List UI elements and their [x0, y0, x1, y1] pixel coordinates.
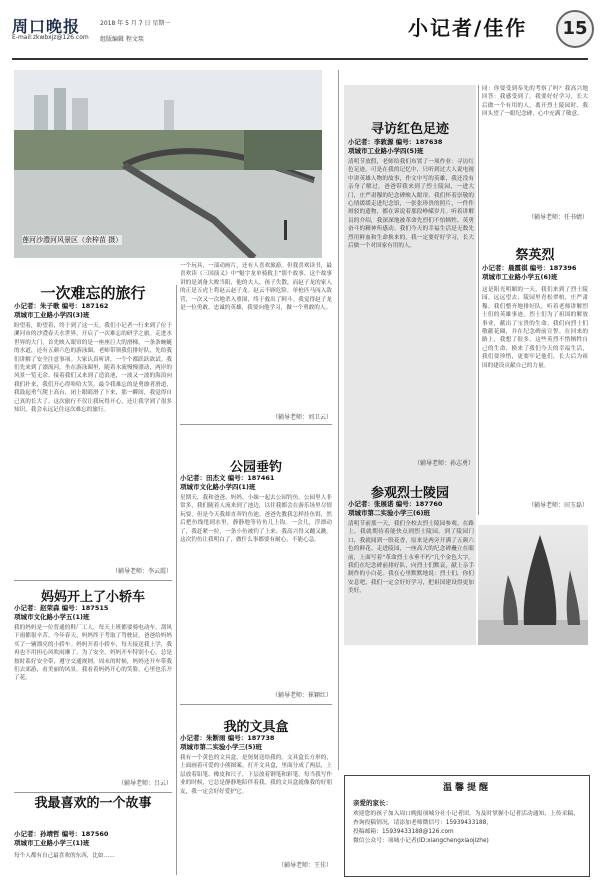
author-line: 小记者：晨霞祺 编号：187396 — [482, 264, 577, 272]
school-line: 项城市工业路小学四(5)班 — [348, 147, 424, 155]
article-body-continued: 一个玩具，一部动画片，还有人喜欢旅游。但我喜欢读书，最喜欢读《三国演义》中“魁字龙单骑救主”那个故事。这个故事讲的是刘备大败当阳，他的夫人、孩子失散，而赵子龙的家人的正是五虎上将赵云赵子龙。赵云不顾危险，单枪匹马闯入敌营，一次又一次地杀入重围，终于救出了阿斗。我觉得赵子龙是一位勇敢、忠诚的英雄，我要向他学习，做一个勇敢的人。 — [180, 263, 332, 312]
school-line: 项城市工业路小学四(3)班 — [14, 311, 90, 319]
school-line: 项城市工业路小学三(1)班 — [14, 839, 90, 847]
article-title: 一次难忘的旅行 — [40, 284, 146, 302]
author-line: 小记者：张展诺 编号：187760 — [348, 500, 443, 508]
article-separator — [180, 704, 332, 705]
author-line: 小记者：赵荣森 编号：187515 — [14, 604, 109, 612]
article-title: 祭英烈 — [515, 248, 555, 263]
header-rule — [12, 58, 588, 60]
article-separator — [14, 792, 172, 793]
masthead — [12, 8, 592, 58]
article-byline — [482, 264, 588, 282]
article-body: 我的妈妈是一位普通的鞋厂工人，每天上班都要骑电动车，刮风下雨都很辛苦。今年春天，妈妈终于考取了驾驶证，爸爸给妈妈买了一辆漂亮的小轿车。妈妈开着小轿车，每天接送我上学，我再也不用担心风吹雨淋了。为了安全，妈妈开车特别小心，总是按时系好安全带，遵守交通规则。周末的时候，妈妈还开车带我们去郊游，看美丽的风景。我看着妈妈开心的笑脸，心里也乐开了花。 — [14, 625, 172, 682]
article-tutor: （辅导老师：田玉磊） — [527, 502, 588, 509]
article-byline — [180, 474, 336, 492]
notice-greeting: 亲爱的家长： — [353, 799, 392, 807]
school-line: 项城市工业路小学五(6)班 — [482, 273, 558, 281]
article-title: 我最喜欢的一个故事 — [34, 796, 152, 811]
column-divider — [338, 70, 339, 770]
article-tutor: （辅导老师：崔颖红） — [271, 692, 332, 699]
notice-line: 投稿邮箱：15939433188@126.com — [353, 829, 454, 835]
article-body: 我有一个黄色的文具盒，是舅舅送给我的。文具盒长方形的，上面画着可爱的小熊图案。打开文具盒，里面分成了两层，上层放着铅笔、橡皮和尺子，下层放着钢笔和彩笔。每当我写作业的时候，它总是静静地陪伴着我。我的文具盒就像我的好朋友，我一定会好好爱护它。 — [180, 755, 332, 795]
school-line: 项城市文化路小学四(1)班 — [180, 483, 256, 491]
memorial-tree-photo — [478, 525, 588, 645]
article-body: 每个人都有自己最喜欢的东西，比如…… — [14, 853, 115, 859]
notice-line: 欢迎您的孩子加入周口晚报项城分社小记者团，为及时掌握小记者活动通知、上传采稿、查询投稿情况，请添加老师微信号：15939433188， — [353, 811, 580, 826]
article-body-continued: 同：你要受到奉先的考察了吗？我高兴地回答：我感受到了。我要好好学习，长大后做一个有用的人。离开烈士陵园时，我回头望了一眼纪念碑，心中充满了敬意。 — [482, 86, 588, 118]
notice-line: 微信公众号：项城小记者(ID:xiangchengxiaojizhe) — [353, 838, 489, 844]
article-tutor: （辅导老师：刘卫云） — [271, 414, 332, 421]
school-line: 项城市文化路小学五(1)班 — [14, 613, 90, 621]
article-body: 盼望着，盼望着，终于到了这一天。我们小记者一行来到了位于漯河市的沙澧春天水世界，开启了一次难忘的研学之旅。走进水世界的大门，首先映入眼帘的是一座座巨大的滑梯，一条条蜿蜒的水道，还有五颜六色的游泳圈。老师带领我们排好队，先给我们讲解了安全注意事项。大家认真听讲，一个个都跃跃欲试。我们先来到了漂流河，坐在游泳圈里，随着水流慢慢漂动，两岸的风景一览无余。接着我们又来到了造浪池，一波又一波的海浪向我们扑来，我们开心得哈哈大笑。最令我难忘的是勇敢者滑道，我鼓起勇气爬上高台，闭上眼睛滑了下来，那一瞬间，我觉得自己真的长大了。这次旅行不仅让我玩得开心，还让我学到了很多知识，我会永远记住这次难忘的旅行。 — [14, 323, 172, 414]
article-separator — [14, 580, 172, 581]
article-body: 清明节放假，老师给我们布置了一项作业：寻访红色足迹。可是在我的记忆中，只听到过大人说电视中讲英雄人物的故事，作文中写的英雄，我还没有亲身了解过。爸爸带我来到了烈士陵园，一进大门，庄严肃穆的纪念碑映入眼帘。我们怀着崇敬的心情缓缓走进纪念馆，一张张珍贵的照片，一件件斑驳的遗物，都在诉说着那段峥嵘岁月。听着讲解员的介绍，我深深地被革命先烈们不怕牺牲、英勇奋斗的精神所感动。我们今天的幸福生活是无数先烈用鲜血和生命换来的，我一定要好好学习，长大后做一个对国家有用的人。 — [348, 159, 474, 250]
section-title: 小记者/佳作 — [408, 16, 528, 40]
author-line: 小记者：李敦源 编号：187638 — [348, 138, 443, 146]
author-line: 小记者：孙靖哲 编号：187560 — [14, 830, 109, 838]
contact-email: E-mail:zkwbxjz@126.com — [12, 34, 89, 41]
article-body: 这是阳光明媚的一天，我们来到了烈士陵园。远远望去，陵园里青松翠柏，庄严肃穆。我们整齐地排好队，听着老师讲解烈士们的英雄事迹。烈士们为了祖国的解放事业，献出了宝贵的生命。我们向烈士们敬献花圈，并在纪念碑前宣誓。在回来的路上，我想了很多，这些英烈不惜牺牲自己的生命，换来了我们今天的幸福生活，我们要珍惜，更要牢记他们，长大后为祖国的建设贡献自己的力量。 — [482, 287, 588, 369]
article-body: 星期天，我和爸爸、妈妈、小妹一起去公园钓鱼。公园里人非常多，我们随着人流来到了池边，以往我都会在游乐场里尽情玩耍，但是今天我却直奔钓鱼池。爸爸先教我怎样挂鱼饵，然后把鱼线甩到水里，静静地等待鱼儿上钩。一会儿，浮漂动了，我赶紧一拉，一条小鱼被钓了上来。我高兴得又蹦又跳。这次钓鱼让我明白了，做什么事都要有耐心，不能心急。 — [180, 495, 332, 544]
article-separator — [180, 424, 332, 425]
author-line: 小记者：田杰文 编号：187461 — [180, 474, 275, 482]
article-title: 公园垂钓 — [229, 460, 282, 475]
article-byline — [14, 604, 174, 622]
article-byline — [348, 500, 476, 518]
school-line: 项城市第二实验小学三(6)班 — [348, 509, 430, 517]
article-tutor: （辅导老师：孙志勇） — [413, 460, 474, 467]
notice-text — [353, 810, 581, 846]
article-title: 我的文具盒 — [223, 720, 289, 735]
photo-caption: 莲河沙澧河风景区（余梓苗 摄） — [22, 236, 123, 244]
article-tutor: （辅导老师：任书婧） — [527, 214, 588, 221]
notice-box — [344, 775, 590, 877]
article-byline — [14, 830, 174, 848]
boardwalk-illustration — [14, 70, 322, 258]
article-tutor: （辅导老师：李云霞） — [111, 568, 172, 575]
column-divider — [478, 85, 479, 515]
article-title: 妈妈开上了小轿车 — [40, 590, 145, 605]
article-title: 寻访红色足迹 — [370, 122, 449, 137]
article-body: 清明节前那一天，我们全校去烈士陵园参观。在路上，我就期待着能快点到烈士陵园。到了陵园门口，我就闻到一股花香，原来是两旁开满了五颜六色的鲜花。走进陵园，一座高大的纪念碑矗立在眼前，上面写着“革命烈士永垂不朽”几个金色大字。我们在纪念碑前排好队，向烈士们默哀，献上亲手制作的小白花。我在心里默默地说：烈士们，你们安息吧，我们一定会好好学习，把祖国建设得更加美好。 — [348, 521, 474, 595]
notice-title: 温馨提醒 — [442, 783, 491, 793]
article-byline — [180, 734, 336, 752]
school-line: 项城市第二实验小学三(5)班 — [180, 743, 262, 751]
author-line: 小记者：朱断雨 编号：187738 — [180, 734, 275, 742]
page-number-badge: 15 — [556, 10, 594, 48]
scenery-photo — [14, 70, 322, 258]
article-title: 参观烈士陵园 — [370, 486, 449, 501]
cypress-tree-illustration — [478, 525, 588, 645]
article-tutor: （辅导老师：吕云） — [117, 780, 172, 787]
column-divider — [176, 285, 177, 875]
issue-date: 2018 年 5 月 7 日 星期一 — [100, 20, 171, 27]
newspaper-logo: 周口晚报 — [12, 17, 81, 36]
author-line: 小记者：朱子歌 编号：187162 — [14, 302, 109, 310]
article-tutor: （辅导老师：王佳） — [277, 862, 332, 869]
article-byline — [14, 302, 174, 320]
layout-editor: 组版编辑 程文琰 — [100, 36, 144, 43]
article-byline — [348, 138, 476, 156]
